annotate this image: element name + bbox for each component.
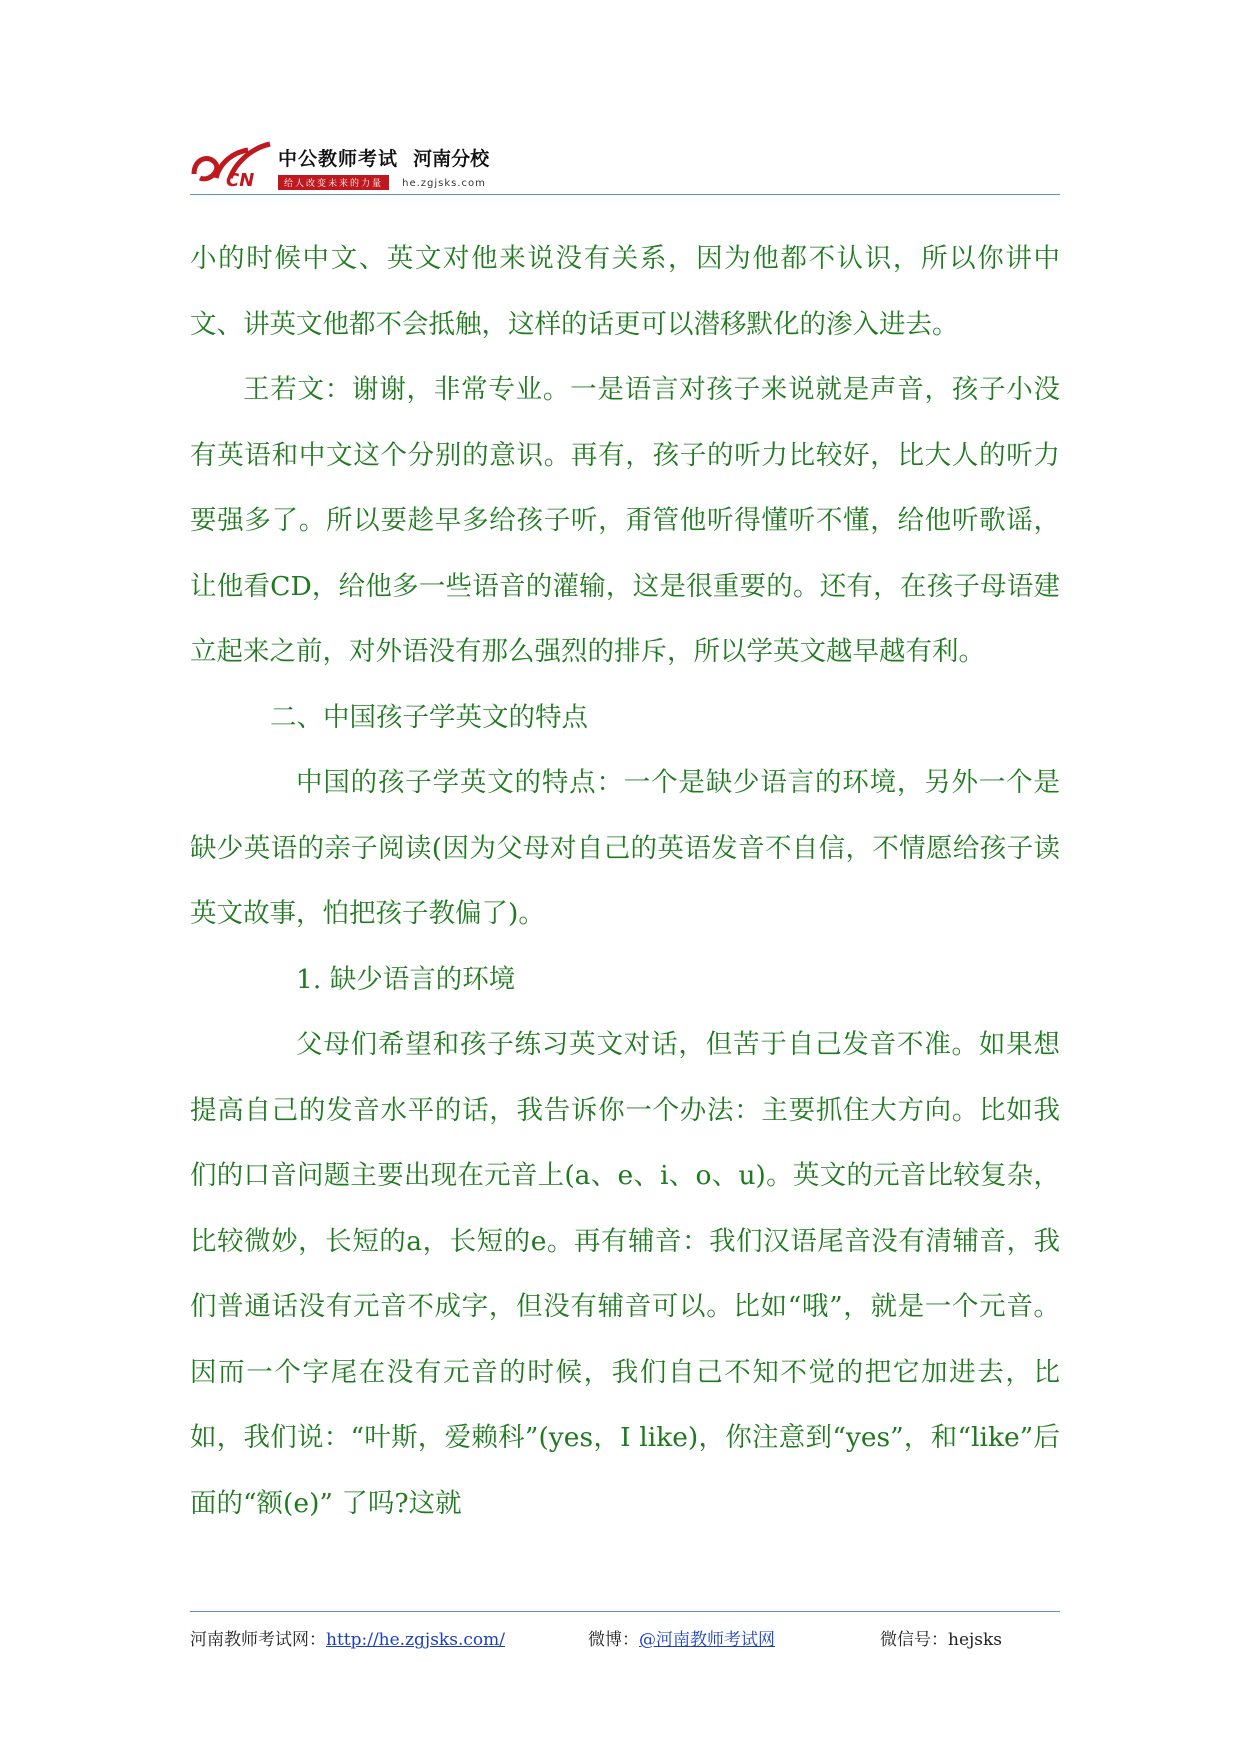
brand-slogan: 给人改变未来的力量 [278,175,389,190]
footer-site-label: 河南教师考试网： [190,1630,326,1650]
paragraph: 中国的孩子学英文的特点：一个是缺少语言的环境，另外一个是缺少英语的亲子阅读(因为父母对自己的英语发音不自信，不情愿给孩子读英文故事，怕把孩子教偏了)。 [190,767,1060,929]
footer-weibo [588,1625,775,1650]
brand-domain: he.zgjsks.com [402,178,486,189]
brand-block [278,144,489,190]
footer-wechat-id: hejsks [948,1630,1003,1650]
footer-weibo-link[interactable]: @河南教师考试网 [639,1630,775,1650]
page-footer [190,1625,1060,1649]
document-body [190,226,1060,1536]
brand-branch: 河南分校 [413,148,490,170]
brand-name: 中公教师考试 [278,148,399,170]
section-heading: 二、中国孩子学英文的特点 [270,701,588,733]
subsection-heading: 1. 缺少语言的环境 [296,963,516,995]
footer-site [190,1625,505,1650]
footer-wechat [880,1625,1002,1650]
paragraph: 父母们希望和孩子练习英文对话，但苦于自己发音不准。如果想提高自己的发音水平的话，我告诉你一个办法：主要抓住大方向。比如我们的口音问题主要出现在元音上(a、e、i、o、u)。英文的元音比较复杂，比较微妙，长短的a，长短的e。再有辅音：我们汉语尾音没有清辅音，我们普通话没有元音不成字，但没有辅音可以。比如“哦”，就是一个元音。因而一个字尾在没有元音的时候，我们自己不知不觉的把它加进去，比如，我们说：“叶斯，爱赖科”(yes，I like)，你注意到“yes”，和“like”后面的“额(e)” 了吗?这就 [190,1029,1060,1519]
paragraph: 小的时候中文、英文对他来说没有关系，因为他都不认识，所以你讲中文、讲英文他都不会抵触，这样的话更可以潜移默化的渗入进去。 [190,243,1060,340]
offcn-logo-icon [190,138,272,188]
svg-text:CN: CN [226,170,255,188]
paragraph: 王若文：谢谢，非常专业。一是语言对孩子来说就是声音，孩子小没有英语和中文这个分别的意识。再有，孩子的听力比较好，比大人的听力要强多了。所以要趁早多给孩子听，甭管他听得懂听不懂，给他听歌谣，让他看CD，给他多一些语音的灌输，这是很重要的。还有，在孩子母语建立起来之前，对外语没有那么强烈的排斥，所以学英文越早越有利。 [190,374,1060,667]
footer-wechat-label: 微信号： [880,1630,948,1650]
footer-divider [190,1611,1060,1612]
footer-weibo-label: 微博： [588,1630,639,1650]
footer-site-link[interactable]: http://he.zgjsks.com/ [326,1630,505,1650]
header-divider [190,194,1060,195]
page-header [190,132,1060,194]
